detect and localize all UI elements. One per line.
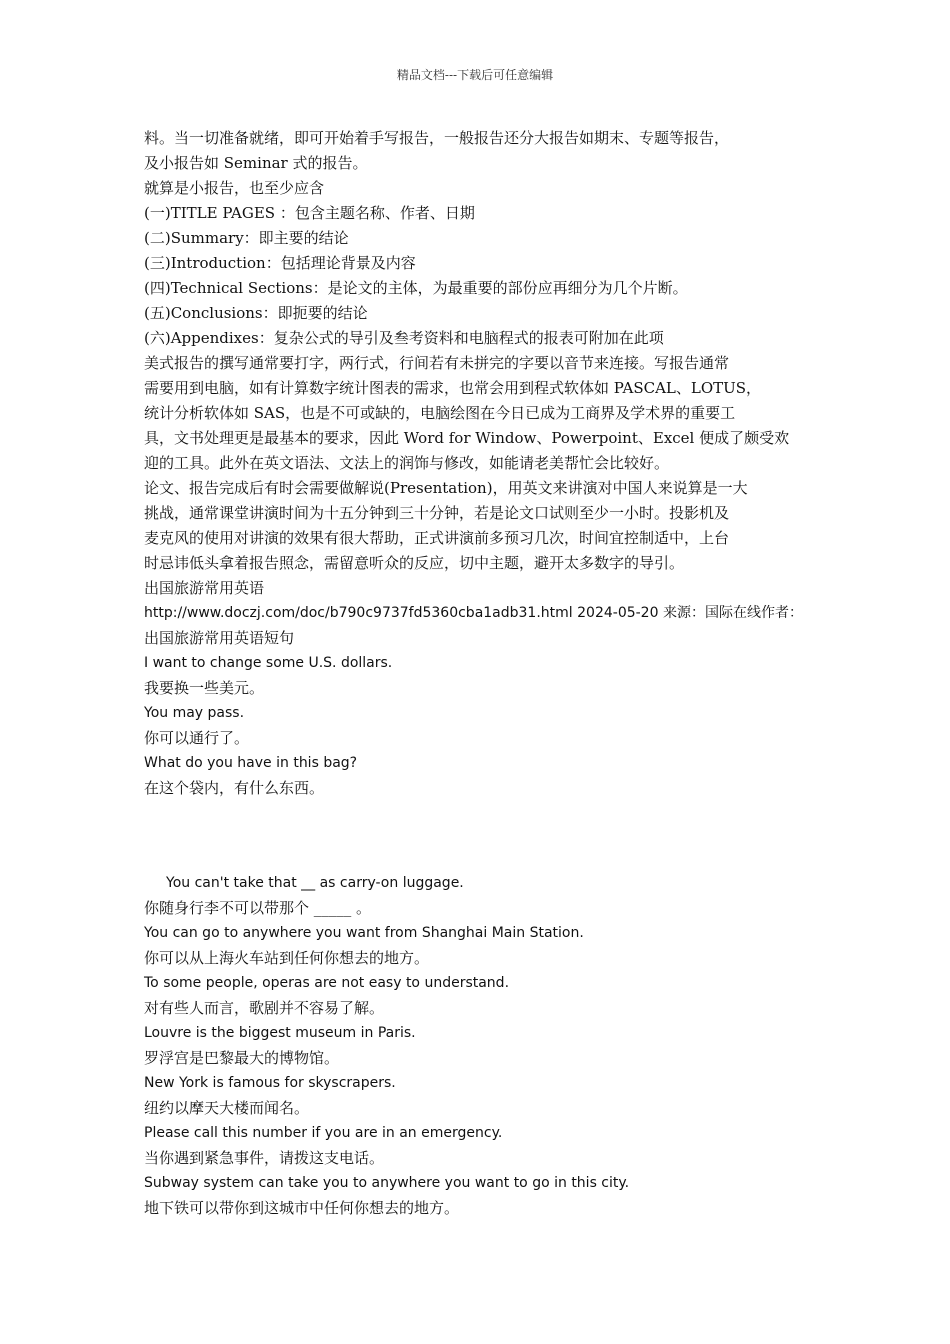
chinese-translation: 你可以通行了。 [144, 729, 250, 747]
english-sentence: Please call this number if you are in an emergency. [144, 1125, 503, 1141]
text-line: (五)Conclusions：即扼要的结论 [144, 304, 368, 322]
text-line: 论文、报告完成后有时会需要做解说(Presentation)，用英文来讲演对中国人来说算是一大 [144, 479, 748, 497]
text-line: 麦克风的使用对讲演的效果有很大帮助，正式讲演前多预习几次，时间宜控制适中，上台 [144, 529, 730, 547]
text-line: (三)Introduction：包括理论背景及内容 [144, 254, 416, 272]
text-line: 美式报告的撰写通常要打字，两行式，行间若有未拼完的字要以音节来连接。写报告通常 [144, 354, 730, 372]
text-line: (六)Appendixes：复杂公式的导引及叁考资料和电脑程式的报表可附加在此项 [144, 329, 664, 347]
text-line: 时忌讳低头拿着报告照念，需留意听众的反应，切中主题，避开太多数字的导引。 [144, 554, 685, 572]
chinese-translation: 纽约以摩天大楼而闻名。 [144, 1099, 310, 1117]
subtitle-line: 出国旅游常用英语短句 [144, 629, 295, 647]
bottom-text-block [144, 871, 824, 1221]
top-text-block [144, 126, 824, 801]
text-line: 就算是小报告，也至少应含 [144, 179, 325, 197]
english-sentence: Louvre is the biggest museum in Paris. [144, 1025, 416, 1041]
english-sentence: What do you have in this bag? [144, 755, 358, 771]
page-header: 精品文档---下载后可任意编辑 [396, 68, 554, 82]
text-line: 及小报告如 Seminar 式的报告。 [144, 154, 368, 172]
text-line: 具，文书处理更是最基本的要求，因此 Word for Window、Powerpoint、Excel 便成了颇受欢 [144, 429, 790, 447]
text-line: 需要用到电脑，如有计算数字统计图表的需求，也常会用到程式软体如 PASCAL、LOTUS， [144, 379, 762, 397]
english-sentence: I want to change some U.S. dollars. [144, 655, 393, 671]
chinese-translation: 你随身行李不可以带那个 _____ 。 [144, 899, 372, 917]
english-sentence: To some people, operas are not easy to understand. [144, 975, 510, 991]
chinese-translation: 你可以从上海火车站到任何你想去的地方。 [144, 949, 430, 967]
english-sentence: You can go to anywhere you want from Shanghai Main Station. [144, 925, 584, 941]
text-line: 挑战，通常课堂讲演时间为十五分钟到三十分钟，若是论文口试则至少一小时。投影机及 [144, 504, 730, 522]
chinese-translation: 地下铁可以带你到这城市中任何你想去的地方。 [144, 1199, 460, 1217]
english-sentence: New York is famous for skyscrapers. [144, 1075, 396, 1091]
english-sentence: You may pass. [144, 705, 245, 721]
text-line: (四)Technical Sections：是论文的主体，为最重要的部份应再细分为几个片断。 [144, 279, 688, 297]
english-sentence: Subway system can take you to anywhere you want to go in this city. [144, 1175, 630, 1191]
english-sentence: You can't take that __ as carry-on luggage. [166, 875, 464, 891]
chinese-translation: 罗浮宫是巴黎最大的博物馆。 [144, 1049, 340, 1067]
text-line: (二)Summary：即主要的结论 [144, 229, 349, 247]
chinese-translation: 对有些人而言，歌剧并不容易了解。 [144, 999, 385, 1017]
source-url-line: http://www.doczj.com/doc/b790c9737fd5360cba1adb31.html 2024-05-20 来源：国际在线作者： [144, 605, 803, 621]
text-line: (一)TITLE PAGES ：包含主题名称、作者、日期 [144, 204, 475, 222]
text-line: 统计分析软体如 SAS，也是不可或缺的，电脑绘图在今日已成为工商界及学术界的重要工 [144, 404, 736, 422]
chinese-translation: 在这个袋内，有什么东西。 [144, 779, 325, 797]
chinese-translation: 我要换一些美元。 [144, 679, 265, 697]
chinese-translation: 当你遇到紧急事件，请拨这支电话。 [144, 1149, 385, 1167]
text-line: 料。当一切准备就绪，即可开始着手写报告，一般报告还分大报告如期末、专题等报告， [144, 129, 730, 147]
section-title: 出国旅游常用英语 [144, 579, 265, 597]
text-line: 迎的工具。此外在英文语法、文法上的润饰与修改，如能请老美帮忙会比较好。 [144, 454, 670, 472]
